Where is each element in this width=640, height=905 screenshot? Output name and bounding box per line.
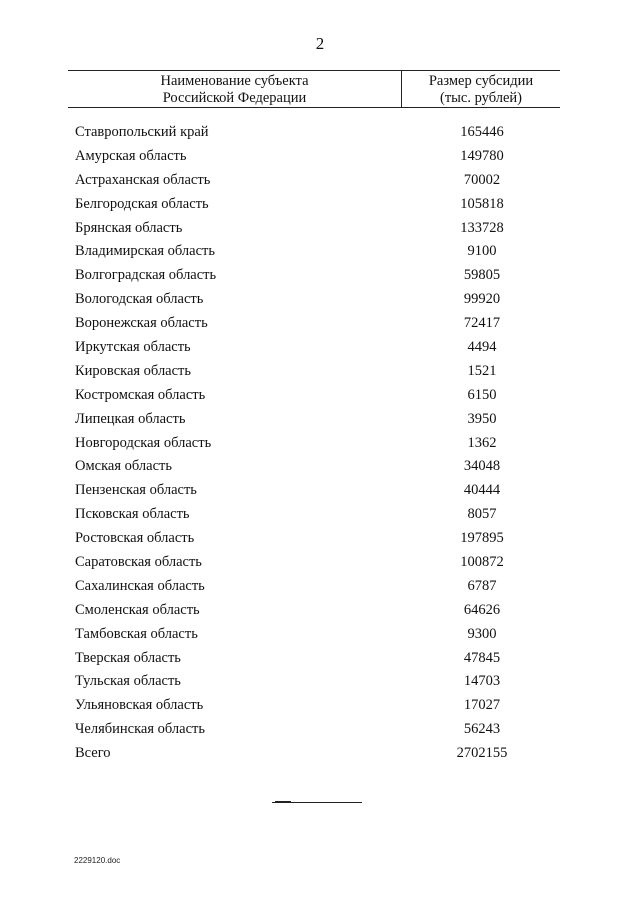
document-code: 2229120.doc [74,856,121,865]
table-row [0,479,640,503]
subsidy-value: 72417 [463,315,501,332]
region-name: Липецкая область [75,410,186,427]
region-name: Ростовская область [75,530,195,547]
region-name: Смоленская область [75,601,200,618]
page-number: 2 [315,34,325,53]
table-row [0,193,640,217]
subsidy-value: 40444 [463,482,501,499]
subsidy-value: 47845 [463,649,501,666]
region-name: Костромская область [75,386,206,403]
table-row [0,455,640,479]
subsidy-value: 4494 [467,339,497,356]
table-row [0,694,640,718]
region-name: Амурская область [75,147,187,164]
table-row [0,217,640,241]
table-row [0,527,640,551]
region-name: Сахалинская область [75,577,205,594]
end-of-document-mark [275,801,291,803]
region-name: Челябинская область [75,721,205,738]
header-subject-name-line1: Наименование субъекта [160,73,309,89]
subsidy-value: 17027 [463,697,501,714]
table-row [0,623,640,647]
table-row [0,384,640,408]
table-row [0,742,640,766]
subsidy-value: 2702155 [456,745,508,762]
table-row [0,240,640,264]
region-name: Омская область [75,458,172,475]
header-subject-name [68,73,401,107]
table-row [0,432,640,456]
table-row [0,288,640,312]
subsidy-value: 105818 [460,195,504,212]
table-row [0,312,640,336]
table-row [0,670,640,694]
table-row [0,264,640,288]
table-body [0,121,640,766]
subsidy-value: 165446 [460,124,504,140]
table-row [0,360,640,384]
region-name: Иркутская область [75,339,191,356]
subsidy-value: 8057 [467,506,497,523]
region-name: Брянская область [75,219,183,236]
subsidy-value: 3950 [467,410,497,427]
region-name: Белгородская область [75,195,209,212]
table-row [0,575,640,599]
table-row [0,121,640,145]
region-name: Волгоградская область [75,267,217,284]
subsidy-value: 56243 [463,721,501,738]
region-name: Ставропольский край [75,124,209,140]
subsidy-value: 6787 [467,577,497,594]
subsidy-value: 6150 [467,386,497,403]
subsidy-value: 133728 [460,219,504,236]
table-row [0,169,640,193]
table-row [0,551,640,575]
subsidy-value: 64626 [463,601,501,618]
header-subject-name-line2: Российской Федерации [162,90,307,106]
header-subsidy-amount-line2: (тыс. рублей) [440,90,522,106]
subsidy-value: 197895 [460,530,504,547]
subsidy-value: 1521 [467,362,497,379]
subsidy-value: 100872 [460,554,504,571]
table-row [0,647,640,671]
region-name: Ульяновская область [75,697,204,714]
region-name: Воронежская область [75,315,208,332]
region-name: Тамбовская область [75,625,198,642]
region-name: Новгородская область [75,434,212,451]
subsidy-value: 149780 [460,147,504,164]
region-name: Пензенская область [75,482,197,499]
region-name: Астраханская область [75,171,211,188]
region-name: Вологодская область [75,291,204,308]
region-name: Тульская область [75,673,181,690]
header-subsidy-amount-line1: Размер субсидии [428,73,534,89]
subsidy-value: 99920 [463,291,501,308]
region-name: Саратовская область [75,554,202,571]
subsidy-value: 70002 [463,171,501,188]
region-name: Кировская область [75,362,192,379]
table-row [0,408,640,432]
table-row [0,599,640,623]
subsidy-value: 9100 [467,243,497,260]
table-header [68,70,560,108]
header-subsidy-amount [402,73,560,107]
subsidy-value: 59805 [463,267,501,284]
table-row [0,503,640,527]
table-row [0,145,640,169]
subsidy-value: 34048 [463,458,501,475]
subsidy-value: 14703 [463,673,501,690]
region-name: Тверская область [75,649,181,666]
region-name: Псковская область [75,506,190,523]
subsidy-value: 1362 [467,434,497,451]
subsidy-value: 9300 [467,625,497,642]
table-row [0,718,640,742]
region-name: Всего [75,745,111,762]
table-row [0,336,640,360]
region-name: Владимирская область [75,243,215,260]
